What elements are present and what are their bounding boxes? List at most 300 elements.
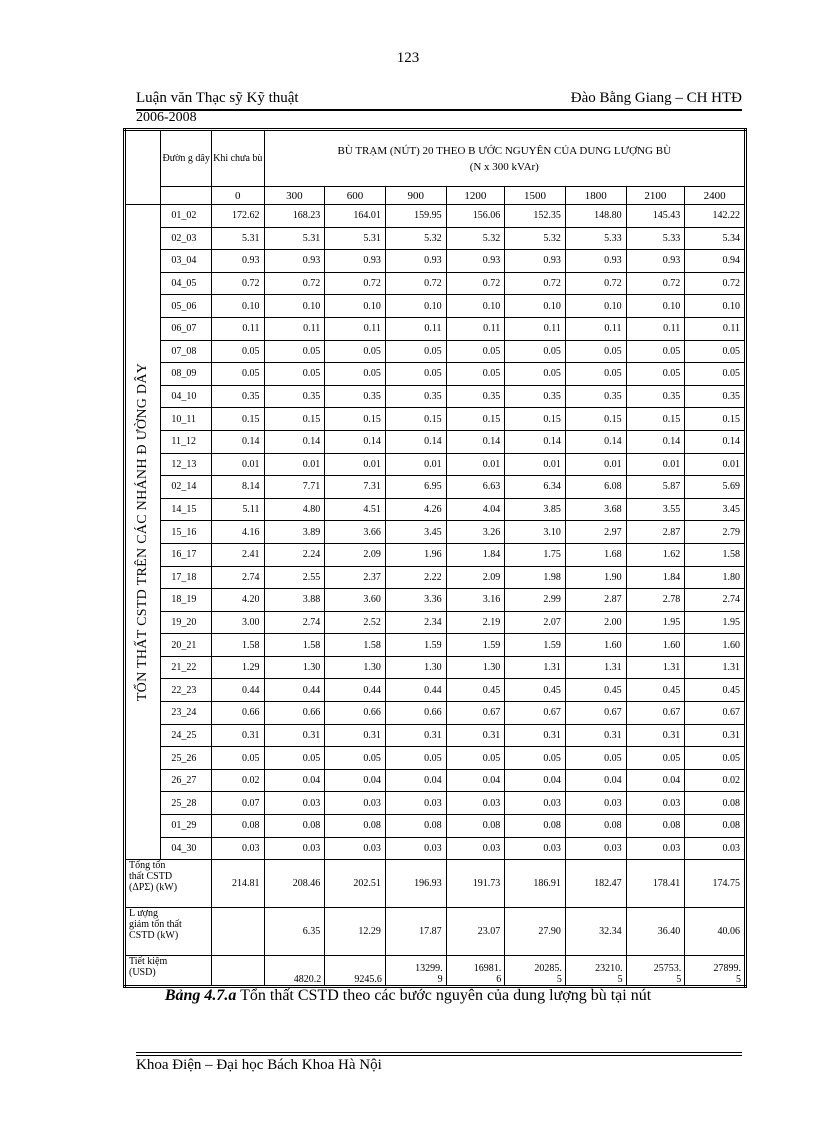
savings-value-main: 27899. — [713, 963, 741, 975]
value-cell: 0.72 — [505, 272, 566, 295]
value-cell: 0.11 — [264, 317, 325, 340]
value-cell: 4.16 — [211, 521, 264, 544]
value-cell: 7.31 — [325, 476, 386, 499]
savings-value-main: 25753. — [653, 963, 682, 975]
table-corner — [125, 130, 161, 205]
savings-row — [125, 956, 746, 987]
value-cell: 0.35 — [211, 385, 264, 408]
value-cell: 2.99 — [505, 589, 566, 612]
table-row — [125, 589, 746, 612]
savings-value-main: 23210. — [595, 963, 623, 975]
value-cell: 0.05 — [325, 340, 386, 363]
branch-cell: 25_28 — [161, 792, 212, 815]
branch-cell: 17_18 — [161, 566, 212, 589]
total-value: 214.81 — [211, 860, 264, 908]
value-cell: 0.10 — [385, 295, 446, 318]
value-cell: 0.15 — [505, 408, 566, 431]
value-cell: 2.74 — [685, 589, 746, 612]
value-cell: 1.68 — [565, 543, 626, 566]
value-cell: 0.11 — [211, 317, 264, 340]
branch-cell: 10_11 — [161, 408, 212, 431]
value-cell: 0.03 — [565, 792, 626, 815]
value-cell: 0.72 — [325, 272, 386, 295]
value-cell: 2.55 — [264, 566, 325, 589]
value-cell: 0.10 — [565, 295, 626, 318]
value-cell: 2.22 — [385, 566, 446, 589]
step-header: 300 — [264, 187, 325, 205]
value-cell: 0.67 — [505, 702, 566, 725]
value-cell: 0.05 — [446, 340, 505, 363]
value-cell: 1.59 — [505, 634, 566, 657]
branch-cell: 11_12 — [161, 430, 212, 453]
value-cell: 3.00 — [211, 611, 264, 634]
value-cell: 4.80 — [264, 498, 325, 521]
value-cell: 2.74 — [211, 566, 264, 589]
step-header: 1200 — [446, 187, 505, 205]
value-cell: 2.79 — [685, 521, 746, 544]
branch-cell: 04_30 — [161, 837, 212, 860]
value-cell: 0.02 — [211, 769, 264, 792]
value-cell: 6.08 — [565, 476, 626, 499]
value-cell: 1.75 — [505, 543, 566, 566]
table-row — [125, 205, 746, 228]
value-cell: 0.02 — [685, 769, 746, 792]
value-cell: 0.11 — [385, 317, 446, 340]
value-cell: 1.58 — [685, 543, 746, 566]
table-row — [125, 679, 746, 702]
branch-cell: 01_02 — [161, 205, 212, 228]
value-cell: 0.03 — [446, 792, 505, 815]
total-value: 182.47 — [565, 860, 626, 908]
value-cell: 0.11 — [565, 317, 626, 340]
savings-value — [565, 956, 626, 987]
value-cell: 0.04 — [446, 769, 505, 792]
value-cell: 2.87 — [565, 589, 626, 612]
value-cell: 0.35 — [264, 385, 325, 408]
value-cell: 0.67 — [565, 702, 626, 725]
table-row — [125, 295, 746, 318]
value-cell: 0.08 — [685, 815, 746, 838]
value-cell: 1.60 — [565, 634, 626, 657]
value-cell: 3.85 — [505, 498, 566, 521]
table-row — [125, 521, 746, 544]
value-cell: 4.26 — [385, 498, 446, 521]
value-cell: 0.05 — [626, 340, 685, 363]
value-cell: 1.62 — [626, 543, 685, 566]
value-cell: 1.31 — [685, 656, 746, 679]
savings-value — [211, 956, 264, 987]
total-value: 178.41 — [626, 860, 685, 908]
branch-cell: 02_14 — [161, 476, 212, 499]
value-cell: 0.08 — [325, 815, 386, 838]
value-cell: 0.44 — [325, 679, 386, 702]
header-rule — [136, 109, 742, 111]
total-value: 186.91 — [505, 860, 566, 908]
branch-cell: 02_03 — [161, 227, 212, 250]
reduction-label-line: L ượng — [129, 908, 158, 920]
value-cell: 1.84 — [626, 566, 685, 589]
header-thesis-title: Luận văn Thạc sỹ Kỹ thuật — [136, 90, 299, 106]
value-cell: 0.72 — [685, 272, 746, 295]
value-cell: 0.66 — [325, 702, 386, 725]
value-cell: 0.93 — [565, 250, 626, 273]
value-cell: 0.45 — [565, 679, 626, 702]
value-cell: 2.52 — [325, 611, 386, 634]
table-row — [125, 385, 746, 408]
value-cell: 0.01 — [565, 453, 626, 476]
reduction-label-line: giảm tổn thất — [129, 919, 182, 931]
value-cell: 0.15 — [685, 408, 746, 431]
value-cell: 0.31 — [264, 724, 325, 747]
side-label-cell — [125, 205, 161, 860]
value-cell: 6.34 — [505, 476, 566, 499]
branch-cell: 16_17 — [161, 543, 212, 566]
value-cell: 0.05 — [565, 363, 626, 386]
value-cell: 0.72 — [565, 272, 626, 295]
value-cell: 0.15 — [325, 408, 386, 431]
savings-value-wrap: 5 — [617, 974, 623, 986]
table-row — [125, 769, 746, 792]
value-cell: 5.31 — [264, 227, 325, 250]
reduction-value: 12.29 — [325, 908, 386, 956]
value-cell: 0.08 — [685, 792, 746, 815]
value-cell: 0.72 — [264, 272, 325, 295]
value-cell: 0.03 — [325, 837, 386, 860]
table-row — [125, 498, 746, 521]
table-row — [125, 543, 746, 566]
reduction-value: 32.34 — [565, 908, 626, 956]
step-header: 600 — [325, 187, 386, 205]
value-cell: 0.31 — [385, 724, 446, 747]
value-cell: 3.16 — [446, 589, 505, 612]
table-row — [125, 272, 746, 295]
table-row — [125, 227, 746, 250]
footer-rule-top — [136, 1052, 742, 1053]
value-cell: 1.58 — [325, 634, 386, 657]
savings-value — [446, 956, 505, 987]
value-cell: 0.05 — [211, 340, 264, 363]
value-cell: 2.24 — [264, 543, 325, 566]
table-row — [125, 837, 746, 860]
total-value: 174.75 — [685, 860, 746, 908]
savings-value-main: 16981. — [473, 963, 502, 975]
table-row — [125, 340, 746, 363]
value-cell: 0.03 — [685, 837, 746, 860]
value-cell: 0.10 — [264, 295, 325, 318]
value-cell: 1.30 — [325, 656, 386, 679]
value-cell: 0.14 — [626, 430, 685, 453]
value-cell: 3.26 — [446, 521, 505, 544]
value-cell: 0.10 — [505, 295, 566, 318]
value-cell: 0.03 — [505, 837, 566, 860]
value-cell: 0.01 — [325, 453, 386, 476]
table-row — [125, 702, 746, 725]
table-row — [125, 250, 746, 273]
value-cell: 1.58 — [264, 634, 325, 657]
value-cell: 0.08 — [565, 815, 626, 838]
caption-text: Tổn thất CSTD theo các bước nguyên của dung lượng bù tại nút — [236, 987, 652, 1004]
value-cell: 0.45 — [446, 679, 505, 702]
value-cell: 0.03 — [446, 837, 505, 860]
loss-table — [123, 128, 747, 988]
branch-cell: 14_15 — [161, 498, 212, 521]
reduction-label — [125, 908, 212, 956]
value-cell: 0.01 — [385, 453, 446, 476]
value-cell: 5.32 — [446, 227, 505, 250]
value-cell: 1.84 — [446, 543, 505, 566]
value-cell: 1.30 — [385, 656, 446, 679]
table-body — [125, 205, 746, 860]
table-row — [125, 430, 746, 453]
value-cell: 0.08 — [626, 815, 685, 838]
header-year: 2006-2008 — [136, 110, 197, 125]
value-cell: 0.08 — [264, 815, 325, 838]
reduction-value: 23.07 — [446, 908, 505, 956]
branch-cell: 15_16 — [161, 521, 212, 544]
value-cell: 0.93 — [626, 250, 685, 273]
table-title-line1: BÙ TRẠM (NÚT) 20 THEO B ƯỚC NGUYÊN CỦA DUNG LƯỢNG BÙ — [337, 144, 672, 157]
value-cell: 2.07 — [505, 611, 566, 634]
branch-cell: 23_24 — [161, 702, 212, 725]
value-cell: 0.15 — [446, 408, 505, 431]
value-cell: 1.95 — [626, 611, 685, 634]
savings-value-wrap: 5 — [736, 974, 741, 986]
value-cell: 8.14 — [211, 476, 264, 499]
value-cell: 2.09 — [446, 566, 505, 589]
value-cell: 0.45 — [626, 679, 685, 702]
table-title-line2: (N x 300 kVAr) — [469, 160, 539, 173]
step-header: 2400 — [685, 187, 746, 205]
branch-cell: 22_23 — [161, 679, 212, 702]
table-row — [125, 476, 746, 499]
reduction-value: 40.06 — [685, 908, 746, 956]
value-cell: 5.34 — [685, 227, 746, 250]
branch-cell: 18_19 — [161, 589, 212, 612]
value-cell: 5.11 — [211, 498, 264, 521]
value-cell: 0.05 — [264, 363, 325, 386]
value-cell: 0.03 — [626, 792, 685, 815]
value-cell: 0.05 — [385, 747, 446, 770]
value-cell: 0.05 — [264, 340, 325, 363]
branch-cell: 05_06 — [161, 295, 212, 318]
value-cell: 0.08 — [505, 815, 566, 838]
total-label — [125, 860, 212, 908]
footer-text: Khoa Điện – Đại học Bách Khoa Hà Nội — [136, 1057, 382, 1073]
value-cell: 2.97 — [565, 521, 626, 544]
table-row — [125, 566, 746, 589]
table-caption — [0, 987, 816, 1005]
value-cell: 1.95 — [685, 611, 746, 634]
value-cell: 0.66 — [385, 702, 446, 725]
value-cell: 1.96 — [385, 543, 446, 566]
value-cell: 0.93 — [446, 250, 505, 273]
value-cell: 0.01 — [446, 453, 505, 476]
total-value: 208.46 — [264, 860, 325, 908]
value-cell: 4.20 — [211, 589, 264, 612]
value-cell: 0.31 — [446, 724, 505, 747]
value-cell: 0.67 — [446, 702, 505, 725]
savings-value-wrap: 5 — [556, 974, 562, 986]
value-cell: 142.22 — [685, 205, 746, 228]
page-number: 123 — [396, 50, 420, 66]
value-cell: 3.89 — [264, 521, 325, 544]
value-cell: 5.33 — [565, 227, 626, 250]
savings-value-main: 20285. — [534, 963, 562, 975]
savings-label-line: (USD) — [129, 967, 156, 979]
value-cell: 0.05 — [385, 363, 446, 386]
reduction-label-line: CSTD (kW) — [129, 930, 179, 942]
value-cell: 0.44 — [211, 679, 264, 702]
table-row — [125, 656, 746, 679]
value-cell: 1.31 — [565, 656, 626, 679]
value-cell: 5.87 — [626, 476, 685, 499]
value-cell: 0.72 — [446, 272, 505, 295]
value-cell: 0.11 — [446, 317, 505, 340]
value-cell: 0.14 — [325, 430, 386, 453]
value-cell: 0.10 — [626, 295, 685, 318]
value-cell: 0.04 — [385, 769, 446, 792]
value-cell: 0.66 — [264, 702, 325, 725]
step-header: 2100 — [626, 187, 685, 205]
branch-cell: 03_04 — [161, 250, 212, 273]
table-row — [125, 792, 746, 815]
value-cell: 164.01 — [325, 205, 386, 228]
value-cell: 0.35 — [385, 385, 446, 408]
value-cell: 0.05 — [385, 340, 446, 363]
total-label-line: Tổng tổn — [129, 860, 166, 872]
value-cell: 1.30 — [264, 656, 325, 679]
value-cell: 3.45 — [685, 498, 746, 521]
reduction-value: 17.87 — [385, 908, 446, 956]
value-cell: 0.03 — [325, 792, 386, 815]
value-cell: 0.93 — [385, 250, 446, 273]
value-cell: 0.10 — [446, 295, 505, 318]
value-cell: 2.87 — [626, 521, 685, 544]
value-cell: 0.93 — [325, 250, 386, 273]
value-cell: 2.00 — [565, 611, 626, 634]
value-cell: 0.35 — [685, 385, 746, 408]
value-cell: 1.58 — [211, 634, 264, 657]
value-cell: 0.05 — [685, 363, 746, 386]
value-cell: 5.31 — [325, 227, 386, 250]
value-cell: 0.05 — [565, 340, 626, 363]
value-cell: 0.15 — [626, 408, 685, 431]
value-cell: 0.44 — [385, 679, 446, 702]
value-cell: 0.14 — [565, 430, 626, 453]
branch-cell: 01_29 — [161, 815, 212, 838]
table-footer — [125, 860, 746, 987]
table-row — [125, 317, 746, 340]
caption-label: Bảng 4.7.a — [164, 987, 237, 1004]
branch-cell: 19_20 — [161, 611, 212, 634]
footer-rule-bottom — [136, 1055, 742, 1056]
value-cell: 1.29 — [211, 656, 264, 679]
value-cell: 0.31 — [565, 724, 626, 747]
reduction-value: 6.35 — [264, 908, 325, 956]
value-cell: 0.01 — [685, 453, 746, 476]
value-cell: 145.43 — [626, 205, 685, 228]
value-cell: 1.59 — [446, 634, 505, 657]
value-cell: 0.04 — [565, 769, 626, 792]
total-value: 202.51 — [325, 860, 386, 908]
value-cell: 0.15 — [264, 408, 325, 431]
branch-cell: 08_09 — [161, 363, 212, 386]
steps-row — [125, 187, 746, 205]
value-cell: 0.35 — [325, 385, 386, 408]
savings-label — [125, 956, 212, 987]
table-row — [125, 363, 746, 386]
value-cell: 5.32 — [385, 227, 446, 250]
steps-row-spacer — [161, 187, 212, 205]
value-cell: 2.34 — [385, 611, 446, 634]
value-cell: 1.90 — [565, 566, 626, 589]
value-cell: 0.05 — [505, 363, 566, 386]
value-cell: 2.41 — [211, 543, 264, 566]
value-cell: 3.68 — [565, 498, 626, 521]
branch-cell: 21_22 — [161, 656, 212, 679]
value-cell: 0.05 — [685, 747, 746, 770]
step-header: 1800 — [565, 187, 626, 205]
savings-label-line: Tiết kiệm — [129, 956, 168, 968]
value-cell: 0.05 — [325, 747, 386, 770]
value-cell: 0.05 — [446, 363, 505, 386]
branch-cell: 25_26 — [161, 747, 212, 770]
value-cell: 0.01 — [264, 453, 325, 476]
step-header: 900 — [385, 187, 446, 205]
value-cell: 0.04 — [264, 769, 325, 792]
table-row — [125, 724, 746, 747]
reduction-value: 36.40 — [626, 908, 685, 956]
reduction-value: 27.90 — [505, 908, 566, 956]
value-cell: 0.01 — [626, 453, 685, 476]
value-cell: 0.45 — [685, 679, 746, 702]
value-cell: 1.80 — [685, 566, 746, 589]
value-cell: 0.11 — [626, 317, 685, 340]
value-cell: 0.04 — [505, 769, 566, 792]
step-header: 1500 — [505, 187, 566, 205]
value-cell: 3.66 — [325, 521, 386, 544]
value-cell: 0.72 — [211, 272, 264, 295]
value-cell: 2.37 — [325, 566, 386, 589]
value-cell: 0.67 — [626, 702, 685, 725]
savings-value-main: 13299. — [415, 963, 443, 975]
total-label-line: (ΔPΣ) (kW) — [129, 882, 178, 894]
value-cell: 0.15 — [211, 408, 264, 431]
value-cell: 3.60 — [325, 589, 386, 612]
value-cell: 0.72 — [626, 272, 685, 295]
value-cell: 0.05 — [626, 747, 685, 770]
value-cell: 148.80 — [565, 205, 626, 228]
value-cell: 6.95 — [385, 476, 446, 499]
savings-value-main: 9245.6 — [354, 974, 382, 986]
value-cell: 5.31 — [211, 227, 264, 250]
value-cell: 4.51 — [325, 498, 386, 521]
value-cell: 5.32 — [505, 227, 566, 250]
branch-cell: 06_07 — [161, 317, 212, 340]
value-cell: 0.03 — [565, 837, 626, 860]
value-cell: 0.15 — [565, 408, 626, 431]
value-cell: 3.55 — [626, 498, 685, 521]
column-header-before: Khi chưa bù — [211, 130, 264, 187]
column-header-branch: Đườn g dây — [161, 130, 212, 187]
value-cell: 0.67 — [685, 702, 746, 725]
table-row — [125, 453, 746, 476]
table-row — [125, 815, 746, 838]
value-cell: 0.08 — [211, 815, 264, 838]
value-cell: 0.44 — [264, 679, 325, 702]
value-cell: 0.11 — [325, 317, 386, 340]
step-header: 0 — [211, 187, 264, 205]
